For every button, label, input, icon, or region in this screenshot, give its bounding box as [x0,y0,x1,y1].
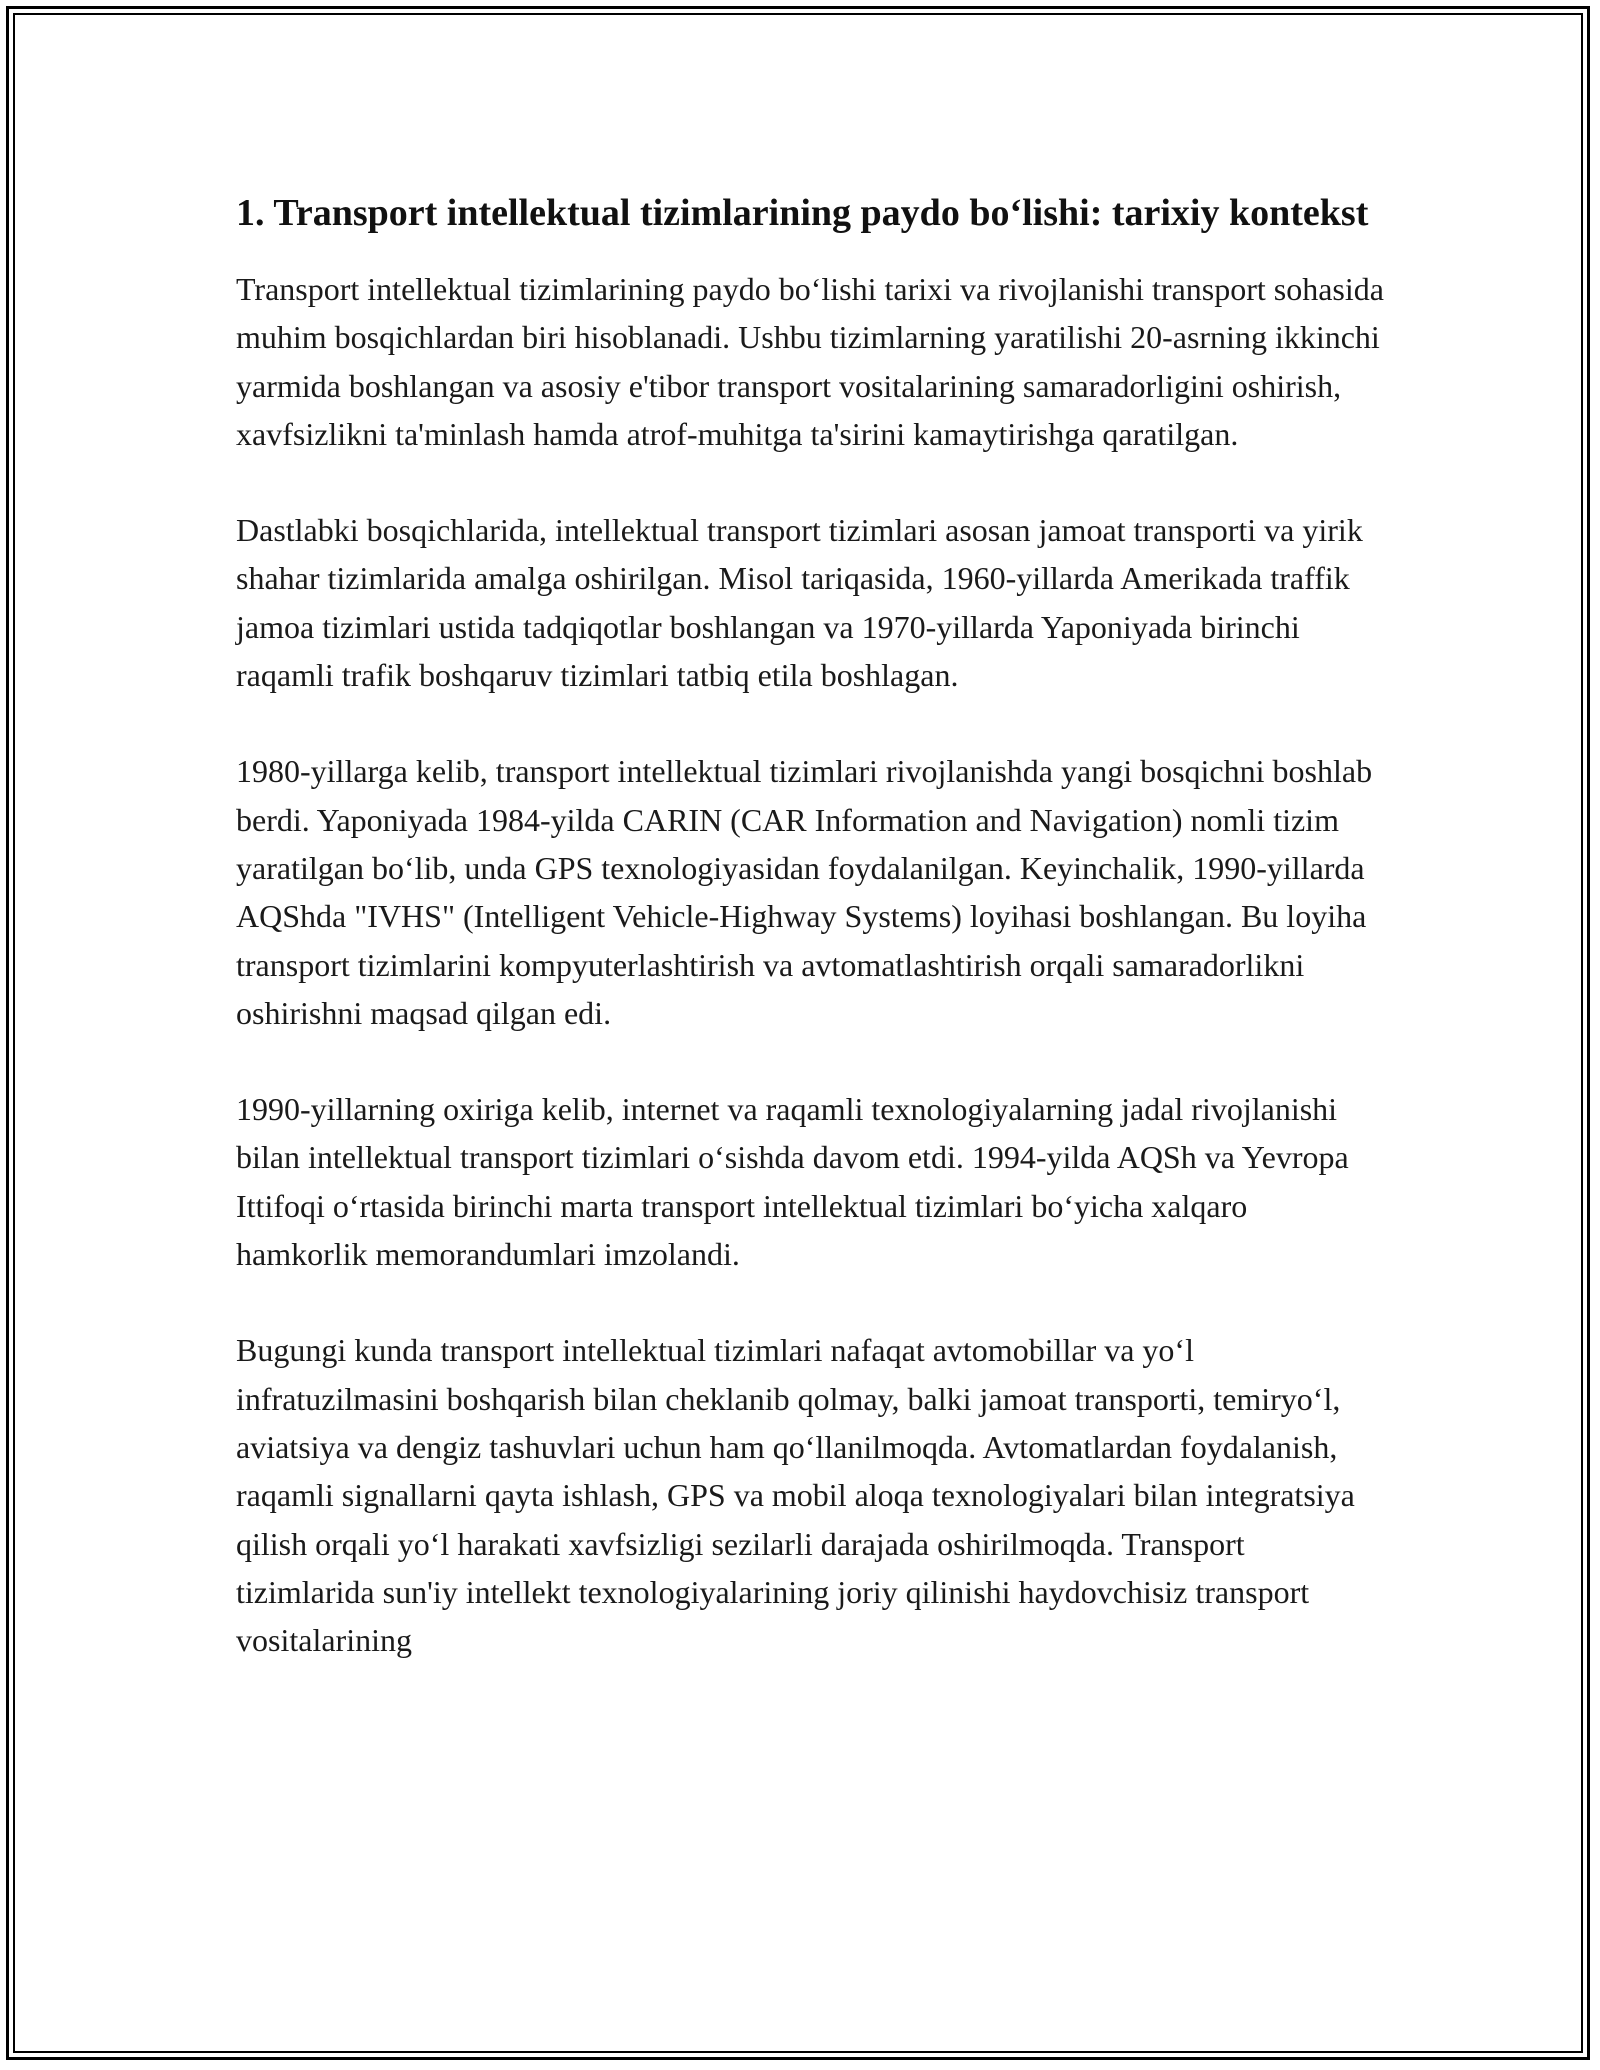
paragraph-2: Dastlabki bosqichlarida, intellektual transport tizimlari asosan jamoat transporti va yirik shahar tizimlarida amalga oshirilgan. Misol tariqasida, 1960-yillarda Amerikada traffik jamoa tizimlari ustida tadqiqotlar boshlangan va 1970-yillarda Yaponiyada birinchi raqamli trafik boshqaruv tizimlari tatbiq etila boshlagan. [236,512,1363,694]
paragraph-3: 1980-yillarga kelib, transport intellektual tizimlari rivojlanishda yangi bosqichni boshlab berdi. Yaponiyada 1984-yilda CARIN (CAR Information and Navigation) nomli tizim yaratilgan bo‘lib, unda GPS texnologiyasidan foydalanilgan. Keyinchalik, 1990-yillarda AQShda "IVHS" (Intelligent Vehicle-Highway Systems) loyihasi boshlangan. Bu loyiha transport tizimlarini kompyuterlashtirish va avtomatlashtirish orqali samaradorlikni oshirishni maqsad qilgan edi. [236,753,1373,1031]
document-body [236,186,1386,1712]
paragraph-4: 1990-yillarning oxiriga kelib, internet va raqamli texnologiyalarning jadal rivojlanishi bilan intellektual transport tizimlari o‘sishda davom etdi. 1994-yilda AQSh va Yevropa Ittifoqi o‘rtasida birinchi marta transport intellektual tizimlari bo‘yicha xalqaro hamkorlik memorandumlari imzolandi. [236,1091,1349,1273]
page-title: 1. Transport intellektual tizimlarining paydo bo‘lishi: tarixiy kontekst [236,192,1369,234]
paragraph-1: Transport intellektual tizimlarining paydo bo‘lishi tarixi va rivojlanishi transport sohasida muhim bosqichlardan biri hisoblanadi. Ushbu tizimlarning yaratilishi 20-asrning ikkinchi yarmida boshlangan va asosiy e'tibor transport vositalarining samaradorligini oshirish, xavfsizlikni ta'minlash hamda atrof-muhitga ta'sirini kamaytirishga qaratilgan. [236,271,1384,452]
paragraph-5: Bugungi kunda transport intellektual tizimlari nafaqat avtomobillar va yo‘l infratuzilmasini boshqarish bilan cheklanib qolmay, balki jamoat transporti, temiryo‘l, aviatsiya va dengiz tashuvlari uchun ham qo‘llanilmoqda. Avtomatlardan foydalanish, raqamli signallarni qayta ishlash, GPS va mobil aloqa texnologiyalari bilan integratsiya qilish orqali yo‘l harakati xavfsizligi sezilarli darajada oshirilmoqda. Transport tizimlarida sun'iy intellekt texnologiyalarining joriy qilinishi haydovchisiz transport vositalarining [236,1332,1355,1659]
